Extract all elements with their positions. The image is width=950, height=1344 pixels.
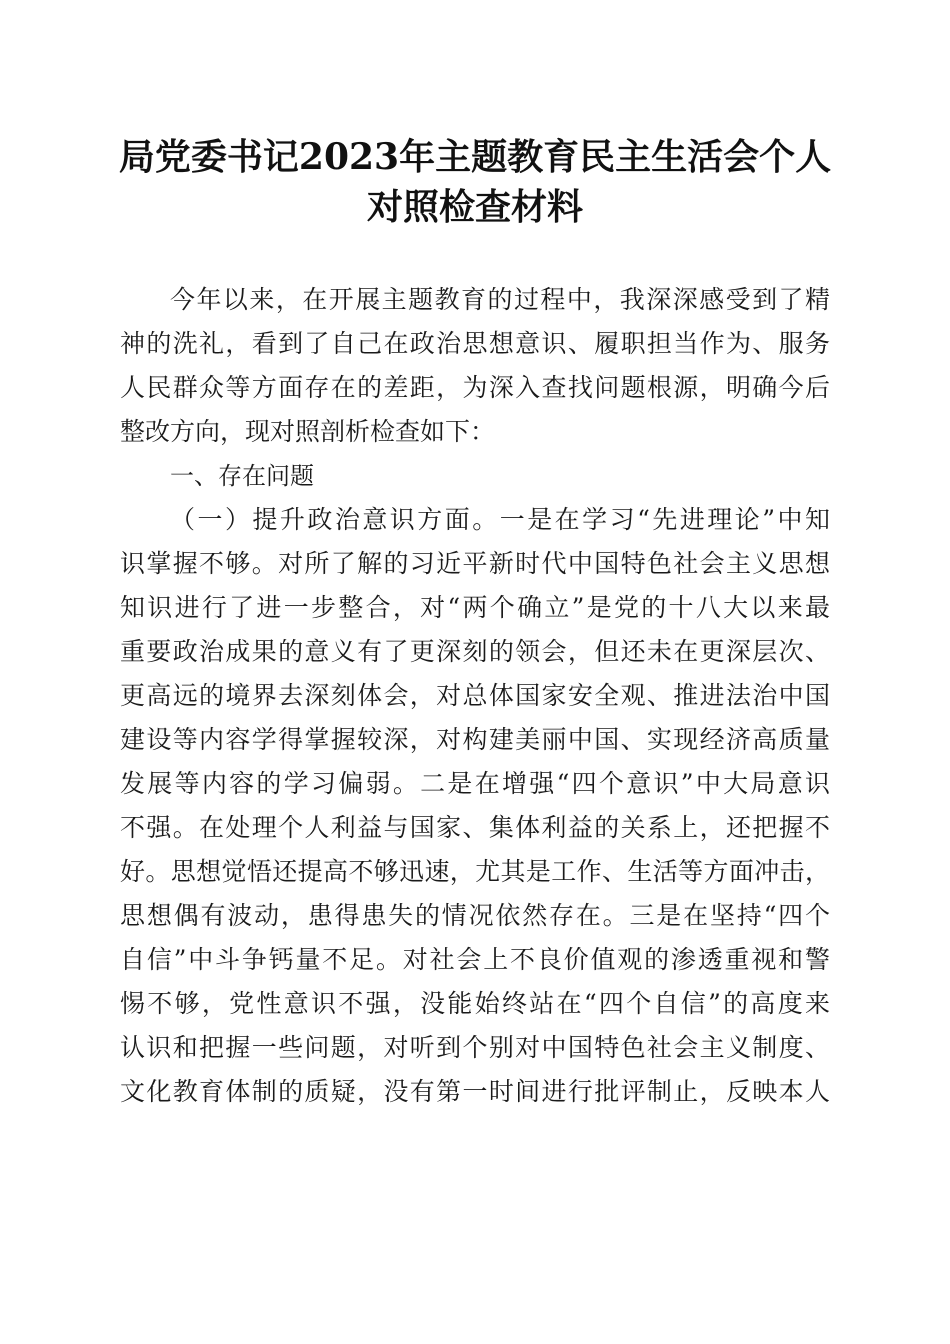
- section-line: 文化教育体制的质疑，没有第一时间进行批评制止，反映本人: [120, 1077, 830, 1106]
- document-title: [100, 132, 850, 232]
- intro-line: 整改方向，现对照剖析检查如下：: [120, 417, 496, 446]
- section-line: 重要政治成果的意义有了更深刻的领会，但还未在更深层次、: [120, 637, 830, 666]
- intro-line: 今年以来，在开展主题教育的过程中，我深深感受到了精: [170, 285, 830, 314]
- section-line: 识掌握不够。对所了解的习近平新时代中国特色社会主义思想: [120, 549, 830, 578]
- section-line: 好。思想觉悟还提高不够迅速，尤其是工作、生活等方面冲击，: [120, 857, 830, 886]
- section-line: 思想偶有波动，患得患失的情况依然存在。三是在坚持“四个: [120, 901, 830, 930]
- section-line: 发展等内容的学习偏弱。二是在增强“四个意识”中大局意识: [120, 769, 830, 798]
- title-line-1: 局党委书记2023年主题教育民主生活会个人: [118, 136, 832, 178]
- section-line: （一）提升政治意识方面。一是在学习“先进理论”中知: [170, 505, 830, 534]
- section-line: 更高远的境界去深刻体会，对总体国家安全观、推进法治中国: [120, 681, 830, 710]
- intro-line: 人民群众等方面存在的差距，为深入查找问题根源，明确今后: [120, 373, 830, 402]
- intro-line: 神的洗礼，看到了自己在政治思想意识、履职担当作为、服务: [120, 329, 830, 358]
- section-line: 惕不够，党性意识不强，没能始终站在“四个自信”的高度来: [120, 989, 830, 1018]
- section-line: 建设等内容学得掌握较深，对构建美丽中国、实现经济高质量: [120, 725, 830, 754]
- document-body: [120, 278, 830, 1114]
- section-line: 知识进行了进一步整合，对“两个确立”是党的十八大以来最: [120, 593, 830, 622]
- section-line: 不强。在处理个人利益与国家、集体利益的关系上，还把握不: [120, 813, 830, 842]
- section-line: 认识和把握一些问题，对听到个别对中国特色社会主义制度、: [120, 1033, 830, 1062]
- section-line: 自信”中斗争钙量不足。对社会上不良价值观的渗透重视和警: [120, 945, 830, 974]
- title-line-2: 对照检查材料: [366, 186, 583, 228]
- section-heading: 一、存在问题: [170, 462, 314, 490]
